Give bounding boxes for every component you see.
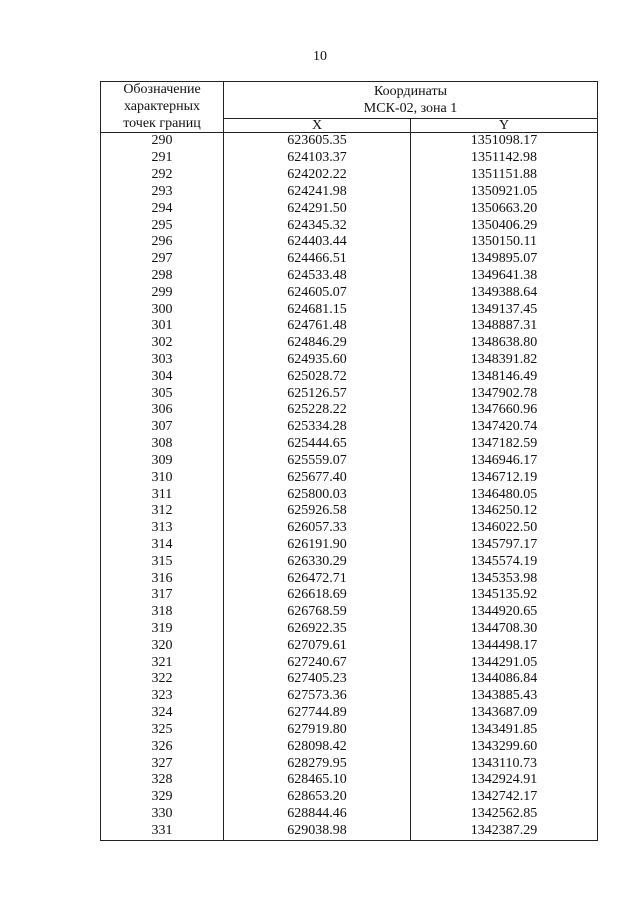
y-coordinate-cell: 1345135.92: [411, 587, 598, 604]
table-row: [101, 520, 598, 537]
y-coordinate-cell: 1347420.74: [411, 419, 598, 436]
point-number-cell: 325: [101, 722, 224, 739]
point-number-cell: 300: [101, 302, 224, 319]
x-coordinate-cell: 627079.61: [224, 638, 411, 655]
table-row: [101, 638, 598, 655]
x-coordinate-cell: 628279.95: [224, 756, 411, 773]
table-row: [101, 487, 598, 504]
y-coordinate-cell: 1343110.73: [411, 756, 598, 773]
y-coordinate-cell: 1343491.85: [411, 722, 598, 739]
table-row: [101, 571, 598, 588]
y-coordinate-cell: 1344498.17: [411, 638, 598, 655]
point-number-cell: 304: [101, 369, 224, 386]
x-coordinate-cell: 624681.15: [224, 302, 411, 319]
x-coordinate-cell: 624291.50: [224, 201, 411, 218]
y-coordinate-cell: 1349137.45: [411, 302, 598, 319]
point-number-cell: 328: [101, 772, 224, 789]
y-coordinate-cell: 1350921.05: [411, 184, 598, 201]
table-row: [101, 419, 598, 436]
point-number-cell: 298: [101, 268, 224, 285]
x-coordinate-cell: 626922.35: [224, 621, 411, 638]
y-coordinate-cell: 1348391.82: [411, 352, 598, 369]
x-coordinate-cell: 628465.10: [224, 772, 411, 789]
y-coordinate-cell: 1346250.12: [411, 503, 598, 520]
table-row: [101, 503, 598, 520]
table-row: [101, 218, 598, 235]
y-coordinate-cell: 1348887.31: [411, 318, 598, 335]
table-row: [101, 268, 598, 285]
table-row: [101, 402, 598, 419]
x-coordinate-cell: 628098.42: [224, 739, 411, 756]
table-row: [101, 688, 598, 705]
y-coordinate-cell: 1350150.11: [411, 234, 598, 251]
x-coordinate-cell: 627405.23: [224, 671, 411, 688]
table-row: [101, 739, 598, 756]
x-coordinate-cell: 625677.40: [224, 470, 411, 487]
x-coordinate-cell: 625028.72: [224, 369, 411, 386]
y-coordinate-cell: 1346712.19: [411, 470, 598, 487]
table-row: [101, 655, 598, 672]
point-number-cell: 322: [101, 671, 224, 688]
point-number-cell: 321: [101, 655, 224, 672]
y-coordinate-cell: 1348146.49: [411, 369, 598, 386]
table-row: [101, 285, 598, 302]
point-number-cell: 317: [101, 587, 224, 604]
point-number-cell: 292: [101, 167, 224, 184]
y-coordinate-cell: 1344086.84: [411, 671, 598, 688]
x-coordinate-cell: 626191.90: [224, 537, 411, 554]
point-number-cell: 307: [101, 419, 224, 436]
y-coordinate-cell: 1342924.91: [411, 772, 598, 789]
x-coordinate-cell: 625800.03: [224, 487, 411, 504]
table-row: [101, 789, 598, 806]
y-coordinate-cell: 1347182.59: [411, 436, 598, 453]
y-coordinate-cell: 1343885.43: [411, 688, 598, 705]
y-coordinate-cell: 1345797.17: [411, 537, 598, 554]
point-number-cell: 311: [101, 487, 224, 504]
y-coordinate-cell: 1349895.07: [411, 251, 598, 268]
header-left-line-3: точек границ: [123, 115, 201, 131]
table-header: [101, 82, 598, 133]
x-coordinate-cell: 625926.58: [224, 503, 411, 520]
x-coordinate-cell: 624605.07: [224, 285, 411, 302]
table-row: [101, 318, 598, 335]
x-coordinate-cell: 624202.22: [224, 167, 411, 184]
point-number-cell: 302: [101, 335, 224, 352]
y-coordinate-cell: 1351151.88: [411, 167, 598, 184]
point-number-cell: 330: [101, 806, 224, 823]
header-y: Y: [411, 119, 598, 133]
table-row: [101, 722, 598, 739]
table-row: [101, 453, 598, 470]
point-number-cell: 314: [101, 537, 224, 554]
x-coordinate-cell: 624761.48: [224, 318, 411, 335]
table-row: [101, 386, 598, 403]
x-coordinate-cell: 626768.59: [224, 604, 411, 621]
table-row: [101, 470, 598, 487]
point-number-cell: 293: [101, 184, 224, 201]
x-coordinate-cell: 627744.89: [224, 705, 411, 722]
x-coordinate-cell: 624345.32: [224, 218, 411, 235]
table-body: [101, 133, 598, 840]
table-row: [101, 302, 598, 319]
point-number-cell: 290: [101, 133, 224, 150]
x-coordinate-cell: 626618.69: [224, 587, 411, 604]
point-number-cell: 315: [101, 554, 224, 571]
y-coordinate-cell: 1346022.50: [411, 520, 598, 537]
y-coordinate-cell: 1347902.78: [411, 386, 598, 403]
point-number-cell: 296: [101, 234, 224, 251]
x-coordinate-cell: 628653.20: [224, 789, 411, 806]
point-number-cell: 313: [101, 520, 224, 537]
point-number-cell: 327: [101, 756, 224, 773]
table-row: [101, 554, 598, 571]
point-number-cell: 318: [101, 604, 224, 621]
table-row: [101, 167, 598, 184]
point-number-cell: 291: [101, 150, 224, 167]
y-coordinate-cell: 1343299.60: [411, 739, 598, 756]
table-row: [101, 772, 598, 789]
y-coordinate-cell: 1351098.17: [411, 133, 598, 150]
page-number: 10: [313, 49, 327, 64]
x-coordinate-cell: 624466.51: [224, 251, 411, 268]
table-row: [101, 587, 598, 604]
table-row: [101, 133, 598, 150]
x-coordinate-cell: 624533.48: [224, 268, 411, 285]
y-coordinate-cell: 1342562.85: [411, 806, 598, 823]
header-coords-line-1: Координаты: [374, 84, 447, 99]
x-coordinate-cell: 624935.60: [224, 352, 411, 369]
header-x: X: [224, 119, 411, 133]
x-coordinate-cell: 629038.98: [224, 823, 411, 840]
header-coordinates: [224, 82, 598, 119]
table-row: [101, 537, 598, 554]
table-row: [101, 150, 598, 167]
x-coordinate-cell: 625559.07: [224, 453, 411, 470]
point-number-cell: 306: [101, 402, 224, 419]
y-coordinate-cell: 1349641.38: [411, 268, 598, 285]
x-coordinate-cell: 627573.36: [224, 688, 411, 705]
table-row: [101, 604, 598, 621]
x-coordinate-cell: 626472.71: [224, 571, 411, 588]
table-row: [101, 352, 598, 369]
x-coordinate-cell: 624403.44: [224, 234, 411, 251]
x-coordinate-cell: 625126.57: [224, 386, 411, 403]
x-coordinate-cell: 627919.80: [224, 722, 411, 739]
table-row: [101, 234, 598, 251]
x-coordinate-cell: 625334.28: [224, 419, 411, 436]
table-row: [101, 621, 598, 638]
table-row: [101, 671, 598, 688]
x-coordinate-cell: 625444.65: [224, 436, 411, 453]
x-coordinate-cell: 624846.29: [224, 335, 411, 352]
point-number-cell: 295: [101, 218, 224, 235]
table-row: [101, 251, 598, 268]
coordinates-table: [100, 81, 598, 841]
table-row: [101, 806, 598, 823]
point-number-cell: 299: [101, 285, 224, 302]
header-left-line-1: Обозначение: [123, 82, 201, 97]
x-coordinate-cell: 624241.98: [224, 184, 411, 201]
x-coordinate-cell: 627240.67: [224, 655, 411, 672]
point-number-cell: 329: [101, 789, 224, 806]
y-coordinate-cell: 1345574.19: [411, 554, 598, 571]
y-coordinate-cell: 1350663.20: [411, 201, 598, 218]
x-coordinate-cell: 625228.22: [224, 402, 411, 419]
y-coordinate-cell: 1343687.09: [411, 705, 598, 722]
table-row: [101, 823, 598, 840]
y-coordinate-cell: 1348638.80: [411, 335, 598, 352]
point-number-cell: 308: [101, 436, 224, 453]
y-coordinate-cell: 1342742.17: [411, 789, 598, 806]
y-coordinate-cell: 1344291.05: [411, 655, 598, 672]
point-number-cell: 331: [101, 823, 224, 840]
y-coordinate-cell: 1346946.17: [411, 453, 598, 470]
header-point-designation: [101, 82, 224, 133]
table-row: [101, 369, 598, 386]
table-row: [101, 436, 598, 453]
point-number-cell: 297: [101, 251, 224, 268]
point-number-cell: 319: [101, 621, 224, 638]
point-number-cell: 324: [101, 705, 224, 722]
table-row: [101, 756, 598, 773]
x-coordinate-cell: 628844.46: [224, 806, 411, 823]
y-coordinate-cell: 1344708.30: [411, 621, 598, 638]
y-coordinate-cell: 1351142.98: [411, 150, 598, 167]
point-number-cell: 316: [101, 571, 224, 588]
x-coordinate-cell: 624103.37: [224, 150, 411, 167]
y-coordinate-cell: 1344920.65: [411, 604, 598, 621]
point-number-cell: 309: [101, 453, 224, 470]
y-coordinate-cell: 1342387.29: [411, 823, 598, 840]
x-coordinate-cell: 626057.33: [224, 520, 411, 537]
y-coordinate-cell: 1347660.96: [411, 402, 598, 419]
point-number-cell: 312: [101, 503, 224, 520]
y-coordinate-cell: 1345353.98: [411, 571, 598, 588]
header-coords-line-2: МСК-02, зона 1: [363, 100, 458, 116]
point-number-cell: 320: [101, 638, 224, 655]
table-row: [101, 335, 598, 352]
y-coordinate-cell: 1349388.64: [411, 285, 598, 302]
point-number-cell: 326: [101, 739, 224, 756]
y-coordinate-cell: 1350406.29: [411, 218, 598, 235]
table-row: [101, 705, 598, 722]
table-row: [101, 184, 598, 201]
table-row: [101, 201, 598, 218]
y-coordinate-cell: 1346480.05: [411, 487, 598, 504]
x-coordinate-cell: 626330.29: [224, 554, 411, 571]
point-number-cell: 301: [101, 318, 224, 335]
point-number-cell: 310: [101, 470, 224, 487]
x-coordinate-cell: 623605.35: [224, 133, 411, 150]
header-left-line-2: характерных: [123, 98, 201, 114]
point-number-cell: 305: [101, 386, 224, 403]
point-number-cell: 323: [101, 688, 224, 705]
point-number-cell: 303: [101, 352, 224, 369]
point-number-cell: 294: [101, 201, 224, 218]
